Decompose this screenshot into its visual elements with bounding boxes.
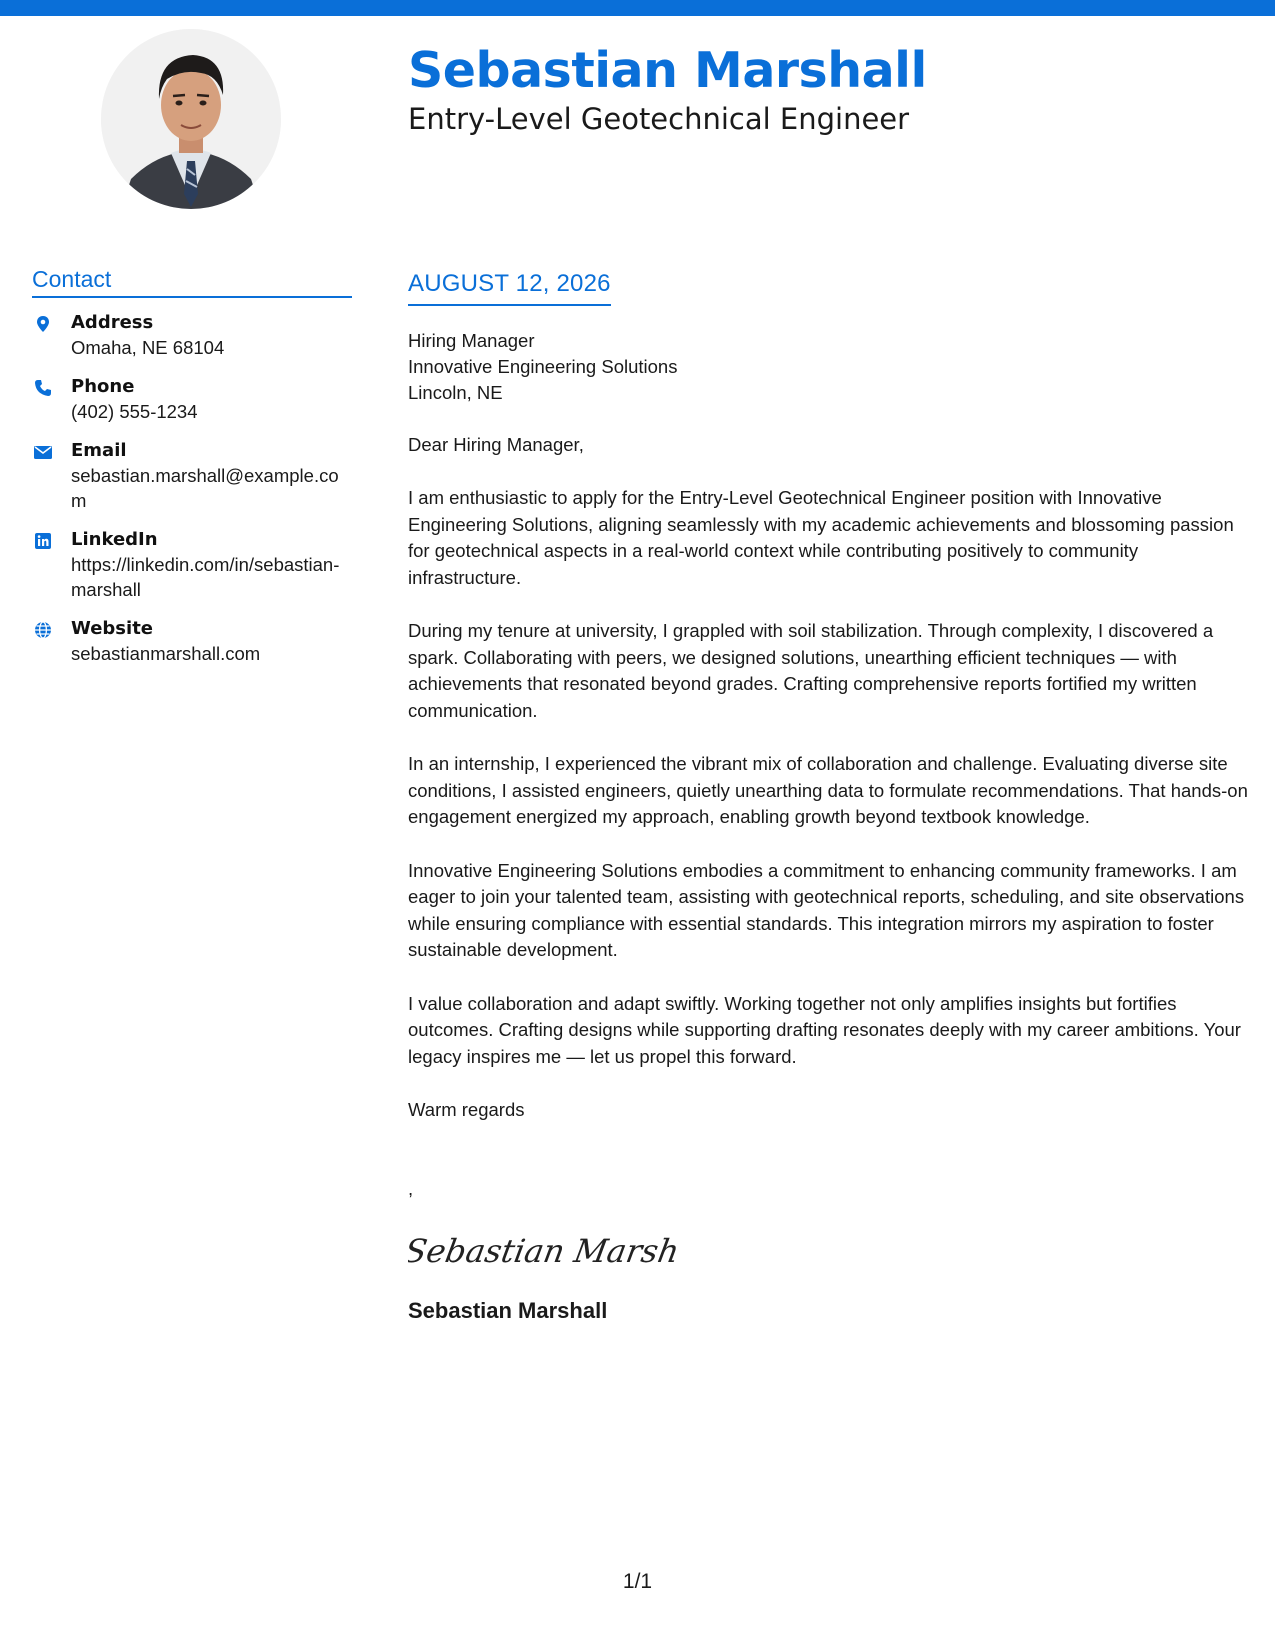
job-title: Entry-Level Geotechnical Engineer bbox=[408, 102, 910, 136]
letter-paragraph: I value collaboration and adapt swiftly. Working together not only amplifies insights but fortifies outcomes. Crafting designs while supporting drafting resonates deeply with my career ambitions. Your legacy inspires me — let us propel this forward. bbox=[408, 992, 1241, 1067]
website-value[interactable]: sebastianmarshall.com bbox=[71, 643, 261, 664]
top-accent-bar bbox=[0, 0, 1275, 16]
map-pin-icon bbox=[34, 314, 52, 332]
letter-paragraph: During my tenure at university, I grappled with soil stabilization. Through complexity, I discovered a spark. Collaborating with peers, we designed solutions, unearthing efficient techniques — with achievements that resonated beyond grades. Crafting comprehensive reports fortified my written communication. bbox=[408, 620, 1214, 721]
recipient-line: Lincoln, NE bbox=[408, 382, 503, 403]
closing: Warm regards bbox=[408, 1099, 525, 1120]
contact-label: Phone bbox=[71, 376, 135, 397]
recipient-block bbox=[408, 328, 1248, 406]
letter-paragraph: I am enthusiastic to apply for the Entry-Level Geotechnical Engineer position with Innovative Engineering Solutions, aligning seamlessly with my academic achievements and blossoming passion for geotechnical aspects in a real-world context while contributing positively to community infrastructure. bbox=[408, 487, 1234, 588]
address-value: Omaha, NE 68104 bbox=[71, 337, 225, 358]
signer-name: Sebastian Marshall bbox=[408, 1298, 608, 1323]
contact-item-website bbox=[32, 616, 352, 666]
contact-label: Address bbox=[71, 312, 154, 333]
profile-photo bbox=[101, 29, 281, 209]
salutation: Dear Hiring Manager, bbox=[408, 434, 584, 455]
globe-icon bbox=[34, 620, 52, 638]
handwritten-signature bbox=[408, 1222, 1248, 1278]
letter-body bbox=[408, 270, 1248, 1324]
email-value[interactable]: sebastian.marshall@example.com bbox=[71, 465, 339, 511]
recipient-line: Innovative Engineering Solutions bbox=[408, 356, 678, 377]
letter-paragraph: Innovative Engineering Solutions embodies a commitment to enhancing community frameworks. I am eager to join your talented team, assisting with geotechnical reports, scheduling, and site observations while ensuring compliance with essential standards. This integration mirrors my aspiration to foster sustainable development. bbox=[408, 859, 1245, 960]
contact-label: Website bbox=[71, 618, 154, 639]
contact-item-address bbox=[32, 310, 352, 360]
contact-item-email bbox=[32, 438, 352, 513]
contact-item-phone bbox=[32, 374, 352, 424]
letter-date: AUGUST 12, 2026 bbox=[408, 270, 611, 306]
envelope-icon bbox=[34, 442, 52, 460]
letter-paragraph: In an internship, I experienced the vibrant mix of collaboration and challenge. Evaluating diverse site conditions, I assisted engineers, quietly unearthing data to formulate recommendations. That hands-on engagement energized my approach, enabling growth beyond textbook knowledge. bbox=[408, 753, 1248, 827]
phone-value[interactable]: (402) 555-1234 bbox=[71, 401, 198, 422]
linkedin-value[interactable]: https://linkedin.com/in/sebastian-marshall bbox=[71, 554, 340, 600]
linkedin-icon bbox=[34, 531, 52, 549]
contact-item-linkedin bbox=[32, 527, 352, 602]
contact-label: LinkedIn bbox=[71, 529, 158, 550]
signature-text: Sebastian Marsh bbox=[408, 1232, 678, 1270]
applicant-name: Sebastian Marshall bbox=[408, 42, 927, 99]
closing-comma: , bbox=[408, 1178, 414, 1199]
phone-icon bbox=[34, 378, 52, 396]
page-number: 1/1 bbox=[622, 1570, 653, 1593]
contact-sidebar bbox=[32, 266, 352, 680]
contact-heading: Contact bbox=[32, 266, 352, 298]
contact-label: Email bbox=[71, 440, 127, 461]
recipient-line: Hiring Manager bbox=[408, 330, 535, 351]
